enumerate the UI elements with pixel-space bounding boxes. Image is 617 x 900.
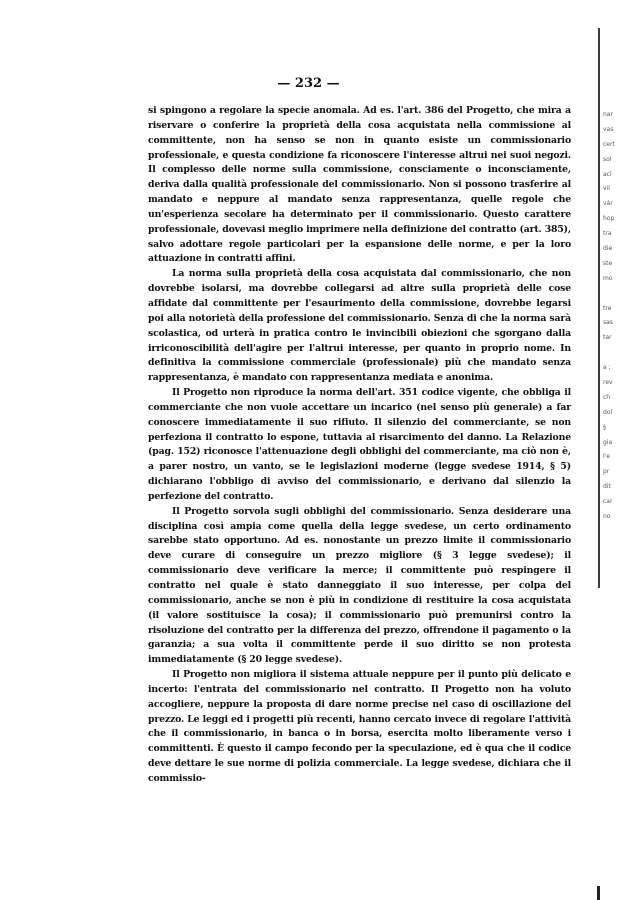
bleed-fragment: tar — [603, 334, 612, 342]
bleed-fragment: § — [603, 423, 606, 431]
bleed-fragment: ste — [603, 259, 613, 267]
bleed-fragment: mo — [603, 274, 613, 282]
bleed-fragment: die — [603, 245, 613, 253]
paragraph-5: Il Progetto non migliora il sistema attuale neppure per il punto più delicato e incerto: l'entrata del commissionario nel contratto. Il Progetto non ha voluto accogliere, neppure la proposta di dare norme precise nel caso di oscillazione del prezzo. Le leggi ed i progetti più recenti, hanno cercato invece di regolare l'attività che il commissionario, in banca o in borsa, esercita molto liberamente verso i committenti. È questo il campo fecondo per la speculazione, ed è qua che il codice deve dettare le sue norme di polizia commerciale. La legge svedese, dichiara che il commissio- — [148, 669, 571, 784]
bleed-fragment: tra — [603, 230, 612, 238]
paragraph-1: si spingono a regolare la specie anomala. Ad es. l'art. 386 del Progetto, che mira a riservare o conferire la proprietà della cosa acquistata nella commissione al committente, non ha senso se non in quanto esiste un commissionario professionale, e questa condizione fa riconoscere l'interesse altrui nei suoi negozi. Il complesso delle norme sulla commissione, consciamente o inconsciamente, deriva dalla qualità professionale del commissionario. Non si possono trasferire al mandato e neppure al mandato senza rappresentanza, quelle regole che un'esperienza secolare ha determinato per il commissionario. Questo carattere professionale, dovevasi meglio imprimere nella definizione del contratto (art. 385), salvo adottare regole particolari per la espansione delle norme, e per la loro attuazione in contratti affini. — [148, 105, 571, 265]
paragraph-3: Il Progetto non riproduce la norma dell'art. 351 codice vigente, che obbliga il commerciante che non vuole accettare un incarico (nel senso più generale) a far conoscere immediatamente il suo rifiuto. Il silenzio del commerciante, se non perfeziona il contratto lo espone, tuttavia al risarcimento del danno. La Relazione (pag. 152) riconosce l'attenuazione degli obblighi del commerciante, ma ciò non è, a parer nostro, un vanto, se le legislazioni moderne (legge svedese 1914, § 5) dichiarano l'obbligo di avviso del commissionario, e derivano dal silenzio la perfezione del contratto. — [148, 387, 571, 502]
bleed-fragment: gia — [603, 438, 613, 446]
page-number: — 232 — — [277, 76, 340, 91]
bleed-fragment: acl — [603, 170, 612, 178]
bleed-fragment: no — [603, 513, 611, 521]
bleed-fragment: hop — [603, 215, 615, 223]
bleed-fragment: car — [603, 498, 613, 506]
bleed-fragment — [603, 287, 617, 302]
page-edge-mark — [597, 886, 600, 900]
paragraph-4: Il Progetto sorvola sugli obblighi del commissionario. Senza desiderare una disciplina così ampia come quella della legge svedese, un certo ordinamento sarebbe stato opportuno. Ad es. nonostante un prezzo limite il commissionario deve curare di conseguire un prezzo migliore (§ 3 legge svedese); il commissionario deve verificare la merce; il committente può respingere il contratto nel quale è stato danneggiato il suo interesse, per colpa del commissionario, anche se non è più in condizione di restituire la cosa acquistata (il valore sostituisce la cosa); il commissionario può premunirsi contro la risoluzione del contratto per la differenza del prezzo, offrendone il pagamento o la garanzia; a sua volta il committente perde il suo diritto se non protesta immediatamente (§ 20 legge svedese). — [148, 505, 571, 666]
bleed-fragment: sol — [603, 155, 612, 163]
bleed-fragment: tre — [603, 304, 612, 312]
bleed-fragment: nar — [603, 111, 613, 118]
bleed-fragment: vil — [603, 185, 610, 193]
bleed-fragment — [603, 346, 617, 361]
bleed-fragment: dit — [603, 483, 611, 491]
bleed-fragment: vár — [603, 200, 613, 208]
bleed-fragment: rev — [603, 379, 613, 387]
bleed-fragment: cert — [603, 140, 615, 148]
bleed-fragment: dol — [603, 408, 613, 416]
bleed-fragment: a ; — [603, 364, 611, 372]
bleed-fragment: sas — [603, 319, 613, 327]
adjacent-page-bleed — [603, 108, 617, 525]
body-text — [148, 104, 571, 787]
page-edge-shadow — [598, 28, 600, 588]
bleed-fragment: pr — [603, 468, 610, 476]
bleed-fragment: l'e — [603, 453, 611, 461]
paragraph-2: La norma sulla proprietà della cosa acquistata dal commissionario, che non dovrebbe isolarsi, ma dovrebbe collegarsi ad altre sulla proprietà delle cose affidate dal committente per l'esaurimento della commissione, dovrebbe legarsi poi alla notorietà della professione del commissionario. Senza di che la norma sarà scolastica, od urterà in pratica contro le invincibili obiezioni che sgorgano dalla irriconoscibilità dell'agire per l'altrui interesse, per quanto in proprio nome. In definitiva la commissione commerciale (professionale) più che mandato senza rappresentanza, è mandato con rappresentanza mediata e anonima. — [148, 268, 571, 384]
bleed-fragment: vas — [603, 125, 614, 133]
bleed-fragment: ch — [603, 393, 611, 401]
